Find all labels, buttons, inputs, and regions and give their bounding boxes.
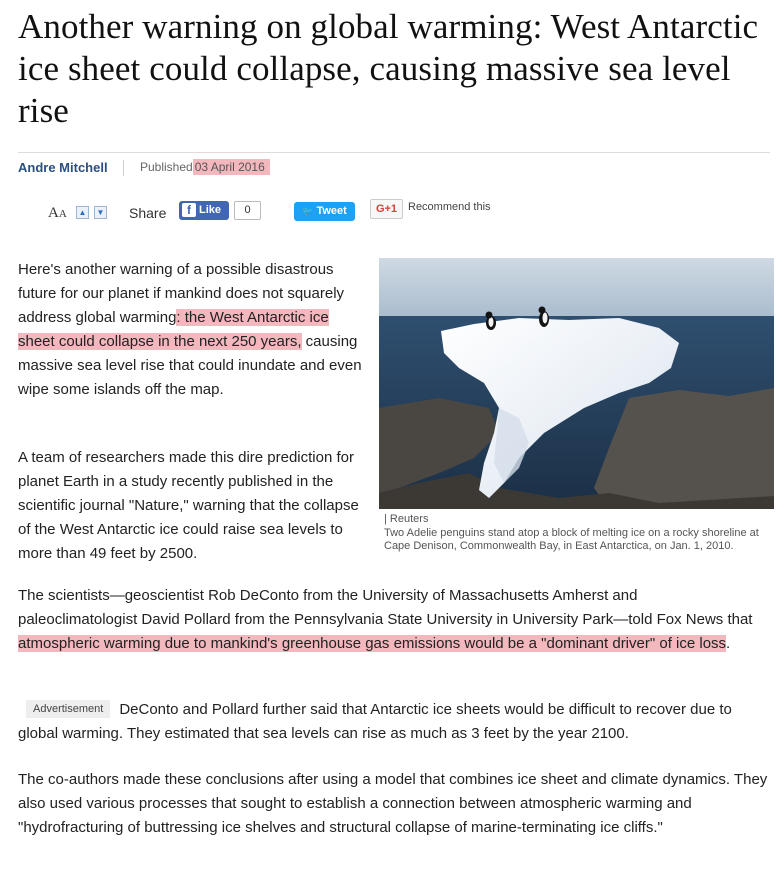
paragraph-4	[18, 698, 758, 746]
facebook-like-count: 0	[234, 201, 261, 220]
decrease-font-button[interactable]: ▼	[94, 206, 107, 219]
share-label: Share	[129, 205, 167, 221]
author-link[interactable]: Andre Mitchell	[18, 160, 108, 175]
article-photo	[379, 258, 774, 509]
increase-font-button[interactable]: ▲	[76, 206, 89, 219]
recommend-label: Recommend this	[408, 201, 491, 213]
paragraph-1	[18, 258, 366, 402]
paragraph-3-text: The scientists—geoscientist Rob DeConto from the University of Massachusetts Amherst and paleoclimatologist David Pollard from the Pennsylvania State University in University Park—told Fox News that	[18, 587, 753, 628]
photo-caption: Two Adelie penguins stand atop a block of melting ice on a rocky shoreline at Cape Denison, Commonwealth Bay, in East Antarctica, on Jan. 1, 2010.	[384, 527, 759, 552]
paragraph-3	[18, 584, 758, 656]
paragraph-1-text: Here's another warning of a possible disastrous future for our planet if mankind does not squarely address global warming	[18, 261, 345, 326]
paragraph-4-text: DeConto and Pollard further said that Antarctic ice sheets would be difficult to recover due to global warming. They estimated that sea levels can rise as much as 3 feet by the year 2100.	[18, 701, 732, 742]
highlighted-text: : the West Antarctic ice sheet could collapse in the next 250 years,	[18, 309, 329, 350]
published-info	[140, 160, 270, 174]
photo-credit: | Reuters	[384, 513, 429, 525]
twitter-bird-icon: 🐦	[302, 206, 314, 216]
article-headline: Another warning on global warming: West Antarctic ice sheet could collapse, causing massive sea level rise	[18, 7, 759, 130]
paragraph-1-text-end: causing massive sea level rise that could inundate and even wipe some islands off the map.	[18, 333, 362, 398]
byline	[18, 152, 770, 183]
share-bar	[18, 196, 770, 226]
facebook-like-button[interactable]	[179, 201, 229, 220]
font-size-icon: AA	[48, 205, 67, 221]
facebook-like-label: Like	[199, 204, 222, 216]
paragraph-3-text-end: .	[726, 635, 731, 652]
paragraph-5: The co-authors made these conclusions after using a model that combines ice sheet and climate dynamics. They also used various processes that sought to establish a connection between atmospheric warming and "hydrofracturing of buttressing ice shelves and structural collapse of marine-terminating ice cliffs."	[18, 771, 768, 836]
facebook-icon: f	[182, 203, 196, 217]
highlighted-quote: atmospheric warming due to mankind's greenhouse gas emissions would be a "dominant driver" of ice loss	[18, 635, 727, 652]
tweet-label: Tweet	[316, 205, 347, 217]
tweet-button[interactable]	[294, 202, 355, 221]
photo-credit-text: Reuters	[389, 513, 429, 525]
published-date: 03 April 2016	[193, 159, 270, 175]
published-label: Published	[140, 160, 193, 174]
google-plus-button[interactable]: G+1	[370, 199, 403, 219]
paragraph-2: A team of researchers made this dire prediction for planet Earth in a study recently published in the scientific journal "Nature," warning that the collapse of the West Antarctic ice could raise sea levels to more than 49 feet by 2500.	[18, 449, 359, 562]
advertisement-label[interactable]: Advertisement	[26, 700, 110, 718]
penguins-on-ice-image	[379, 258, 774, 509]
byline-divider	[123, 160, 124, 176]
